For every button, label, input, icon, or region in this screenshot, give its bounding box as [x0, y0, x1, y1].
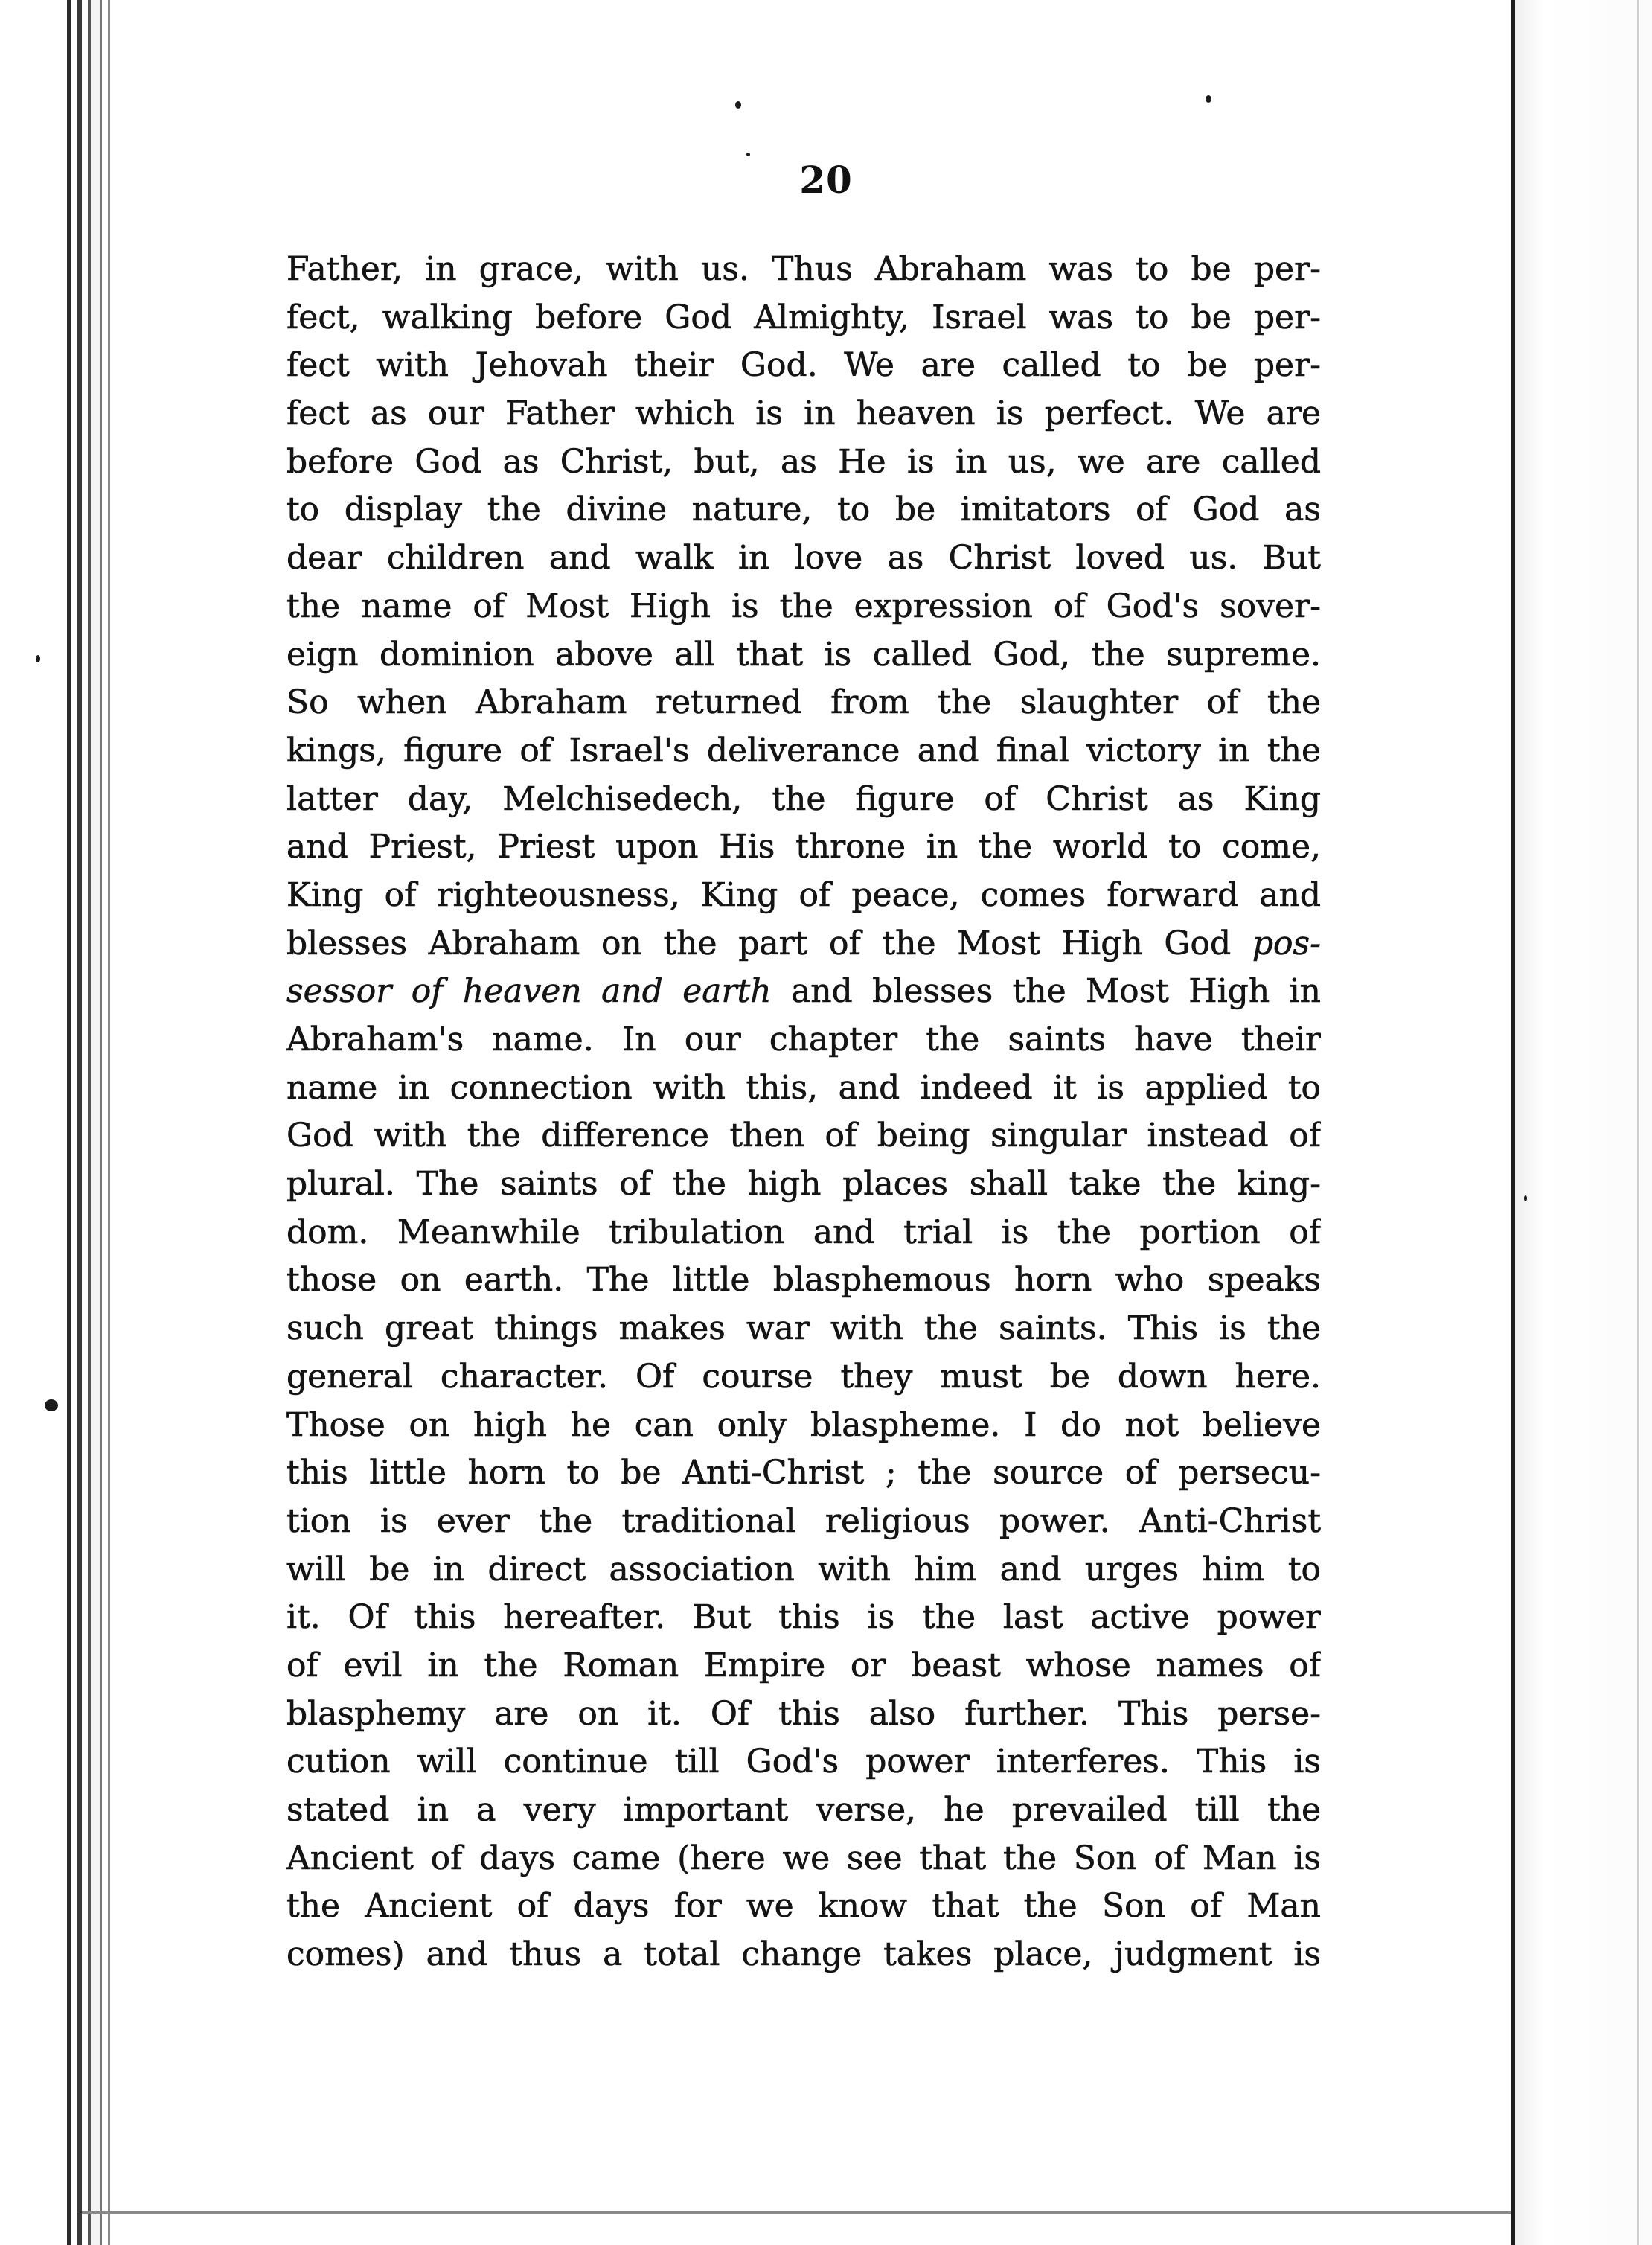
line-text: plural. The saints of the high places shall take the king- [286, 1165, 1321, 1204]
line-text: those on earth. The little blasphemous horn who speaks [286, 1261, 1321, 1300]
text-line [286, 583, 1321, 631]
adjacent-page-line [1637, 0, 1639, 2245]
line-text: Abraham's name. In our chapter the saints have their [286, 1021, 1321, 1058]
line-text: name in connection with this, and indeed it is applied to [286, 1068, 1321, 1107]
page-bottom-edge [82, 2211, 1511, 2214]
line-text: such great things makes war with the saints. This is the [286, 1309, 1321, 1348]
line-text: this little horn to be Anti-Christ ; the source of persecu- [286, 1454, 1321, 1492]
text-line [286, 1546, 1321, 1594]
text-line [286, 631, 1321, 680]
text-line [286, 1931, 1321, 1979]
line-text: will be in direct association with him and urges him to [286, 1550, 1321, 1588]
text-line [286, 679, 1321, 727]
line-text: fect with Jehovah their God. We are called to be per- [286, 346, 1321, 385]
line-text: before God as Christ, but, as He is in us, we are called [286, 442, 1321, 481]
line-text: to display the divine nature, to be imitators of God as [286, 491, 1321, 529]
text-line [286, 1738, 1321, 1786]
line-text: latter day, Melchisedech, the figure of Christ as King [286, 779, 1321, 818]
line-text: the name of Most High is the expression of God's sover- [286, 587, 1321, 625]
text-line [286, 1064, 1321, 1113]
line-text: tion is ever the traditional religious power. Anti-Christ [286, 1501, 1321, 1540]
italic-text: pos- [1252, 924, 1321, 962]
line-text: dom. Meanwhile tribulation and trial is the portion of [286, 1213, 1321, 1251]
text-line [286, 342, 1321, 390]
line-text: of evil in the Roman Empire or beast whose names of [286, 1646, 1321, 1684]
text-line [286, 727, 1321, 776]
line-text: stated in a very important verse, he prevailed till the [286, 1791, 1321, 1829]
line-text: kings, figure of Israel's deliverance and final victory in the [286, 731, 1321, 770]
ink-speck [45, 1399, 58, 1411]
text-line [286, 1305, 1321, 1353]
text-line [286, 438, 1321, 487]
line-text: blesses Abraham on the part of the Most High God [286, 924, 1252, 962]
text-line [286, 872, 1321, 920]
text-line [286, 776, 1321, 824]
line-text: general character. Of course they must be down here. [286, 1357, 1321, 1396]
line-text: eign dominion above all that is called God, the supreme. [286, 635, 1321, 674]
text-line [286, 968, 1321, 1016]
book-binding-edge [0, 0, 134, 2245]
line-text: fect, walking before God Almighty, Israel was to be per- [286, 298, 1321, 336]
line-text: Those on high he can only blaspheme. I do not believe [286, 1405, 1321, 1444]
ink-speck [1206, 95, 1211, 103]
text-line [286, 1256, 1321, 1305]
line-text: So when Abraham returned from the slaughter of the [286, 683, 1321, 722]
ink-speck [746, 153, 750, 156]
italic-text: sessor of heaven and earth [286, 972, 772, 1011]
text-line [286, 390, 1321, 438]
text-line [286, 1160, 1321, 1209]
line-text: cution will continue till God's power interferes. This is [286, 1743, 1321, 1781]
line-text: it. Of this hereafter. But this is the last active power [286, 1598, 1321, 1637]
text-line [286, 1112, 1321, 1160]
text-line [286, 1835, 1321, 1883]
text-line [286, 1642, 1321, 1690]
line-text: the Ancient of days for we know that the Son of Man [286, 1887, 1321, 1926]
text-line [286, 1353, 1321, 1402]
text-line [286, 920, 1321, 968]
line-text: comes) and thus a total change takes place, judgment is [286, 1935, 1321, 1974]
text-line [286, 1402, 1321, 1450]
text-line [286, 1594, 1321, 1642]
text-line [286, 1786, 1321, 1835]
line-text: Father, in grace, with us. Thus Abraham was to be per- [286, 250, 1321, 288]
ink-speck [1524, 1195, 1527, 1201]
text-line [286, 294, 1321, 342]
text-line [286, 1016, 1321, 1064]
page-number: 20 [799, 158, 853, 202]
text-line [286, 534, 1321, 583]
text-line [286, 1449, 1321, 1498]
line-text: fect as our Father which is in heaven is perfect. We are [286, 395, 1321, 433]
adjacent-page-strip [1515, 0, 1652, 2245]
line-text: blasphemy are on it. Of this also further. This perse- [286, 1694, 1321, 1733]
ink-speck [36, 655, 40, 662]
line-text: and Priest, Priest upon His throne in the world to come, [286, 828, 1321, 866]
text-line [286, 1498, 1321, 1546]
line-text: Ancient of days came (here we see that the Son of Man is [286, 1839, 1321, 1877]
text-line [286, 486, 1321, 534]
line-text: God with the difference then of being singular instead of [286, 1117, 1321, 1155]
line-text: and blesses the Most High in [771, 972, 1321, 1011]
text-line [286, 823, 1321, 872]
line-text: dear children and walk in love as Christ loved us. But [286, 539, 1321, 578]
text-line [286, 1690, 1321, 1739]
ink-speck [735, 101, 741, 109]
body-text [286, 246, 1321, 1979]
text-line [286, 1882, 1321, 1931]
text-line [286, 1209, 1321, 1257]
text-line [286, 246, 1321, 294]
line-text: King of righteousness, King of peace, comes forward and [286, 875, 1321, 914]
